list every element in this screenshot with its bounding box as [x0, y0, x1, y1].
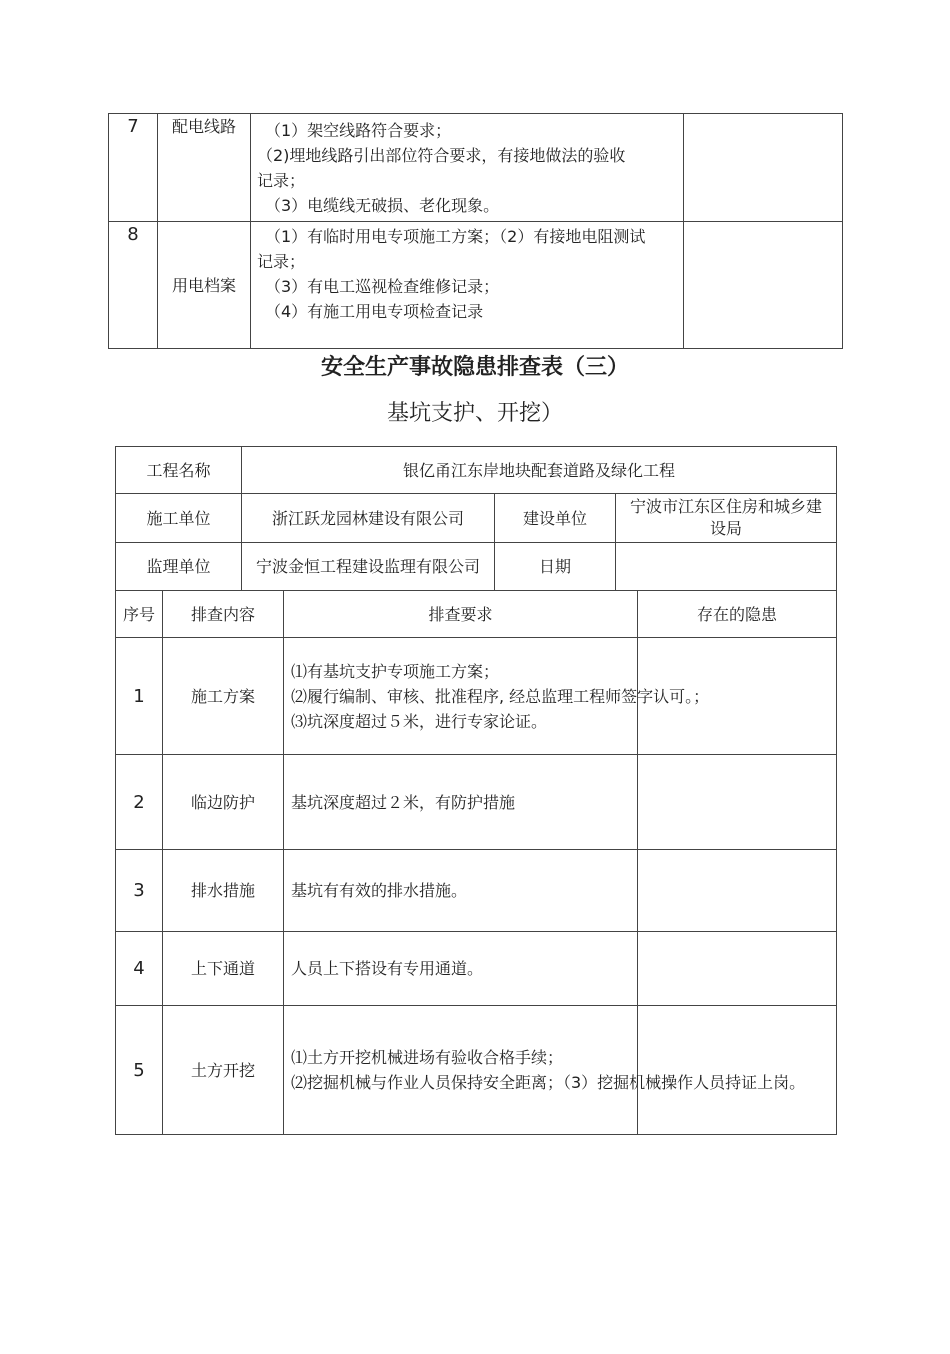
row-number: 4: [116, 932, 163, 1006]
check-requirement: [284, 755, 638, 850]
check-item: 施工方案: [163, 638, 284, 755]
requirement-line: ⑶坑深度超过５米，进行专家论证。: [291, 711, 548, 731]
check-item: 用电档案: [158, 222, 251, 349]
requirement-line: 记录；: [257, 252, 306, 271]
check-item: 上下通道: [163, 932, 284, 1006]
date-value: [616, 543, 837, 591]
check-requirement: [284, 1006, 806, 1135]
excavation-check-table: [115, 590, 837, 1135]
table-row: [116, 638, 837, 755]
page-subtitle: 基坑支护、开挖）: [386, 401, 563, 426]
header-content: 排查内容: [163, 591, 284, 638]
header-requirement: 排查要求: [284, 591, 638, 638]
date-label: 日期: [495, 543, 616, 591]
check-item: 临边防护: [163, 755, 284, 850]
info-row: [116, 494, 837, 543]
table-row: [116, 932, 837, 1006]
table-row: [116, 1006, 837, 1135]
row-number: 5: [116, 1006, 163, 1135]
row-number: 1: [116, 638, 163, 755]
check-requirement: [284, 850, 638, 932]
project-name-label: 工程名称: [116, 447, 242, 494]
owner-value: 宁波市江东区住房和城乡建设局: [616, 494, 837, 543]
requirement-line: （1）有临时用电专项施工方案；（2）有接地电阻测试: [265, 227, 646, 246]
requirement-line: ⑵挖掘机械与作业人员保持安全距离；（3）挖掘机械操作人员持证上岗。: [291, 1073, 806, 1092]
check-item: 配电线路: [158, 114, 251, 222]
hazard-cell: [638, 850, 837, 932]
contractor-label: 施工单位: [116, 494, 242, 543]
header-row: [116, 591, 837, 638]
requirement-line: （3）电缆线无破损、老化现象。: [265, 196, 500, 215]
requirement-line: 基坑有有效的排水措施。: [291, 881, 468, 900]
check-requirement: [284, 638, 710, 755]
info-row: [116, 447, 837, 494]
project-info-table: [115, 446, 837, 591]
hazard-cell: [638, 932, 837, 1006]
table-row: [116, 850, 837, 932]
requirement-line: （3）有电工巡视检查维修记录；: [265, 277, 500, 296]
hazard-cell: [684, 222, 843, 349]
check-requirement: [251, 222, 684, 349]
header-number: 序号: [116, 591, 163, 638]
requirement-line: 人员上下搭设有专用通道。: [291, 959, 484, 978]
row-number: 8: [109, 222, 158, 349]
hazard-cell: [684, 114, 843, 222]
table-row: [109, 222, 843, 349]
check-item: 排水措施: [163, 850, 284, 932]
project-name-value: 银亿甬江东岸地块配套道路及绿化工程: [242, 447, 837, 494]
contractor-value: 浙江跃龙园林建设有限公司: [242, 494, 495, 543]
requirement-line: （4）有施工用电专项检查记录: [265, 302, 484, 321]
row-number: 2: [116, 755, 163, 850]
hazard-cell: [638, 755, 837, 850]
header-hazard: 存在的隐患: [638, 591, 837, 638]
check-item: 土方开挖: [163, 1006, 284, 1135]
supervisor-label: 监理单位: [116, 543, 242, 591]
owner-label: 建设单位: [495, 494, 616, 543]
requirement-line: ⑴有基坑支护专项施工方案；: [291, 661, 500, 681]
check-requirement: [284, 932, 638, 1006]
requirement-line: ⑵履行编制、审核、批准程序, 经总监理工程师签字认可。；: [291, 686, 710, 706]
table-row: [116, 755, 837, 850]
page-title: 安全生产事故隐患排查表（三）: [320, 355, 629, 380]
requirement-line: （2)埋地线路引出部位符合要求，有接地做法的验收: [257, 146, 626, 165]
check-requirement: [251, 114, 684, 222]
table-row: [109, 114, 843, 222]
requirement-line: （1）架空线路符合要求；: [265, 121, 452, 140]
info-row: [116, 543, 837, 591]
supervisor-value: 宁波金恒工程建设监理有限公司: [242, 543, 495, 591]
row-number: 7: [109, 114, 158, 222]
row-number: 3: [116, 850, 163, 932]
requirement-line: ⑴土方开挖机械进场有验收合格手续；: [291, 1048, 564, 1067]
requirement-line: 记录；: [257, 171, 306, 190]
electrical-check-table: [108, 113, 843, 349]
requirement-line: 基坑深度超过２米，有防护措施: [291, 792, 516, 812]
hazard-cell: [638, 1006, 837, 1135]
